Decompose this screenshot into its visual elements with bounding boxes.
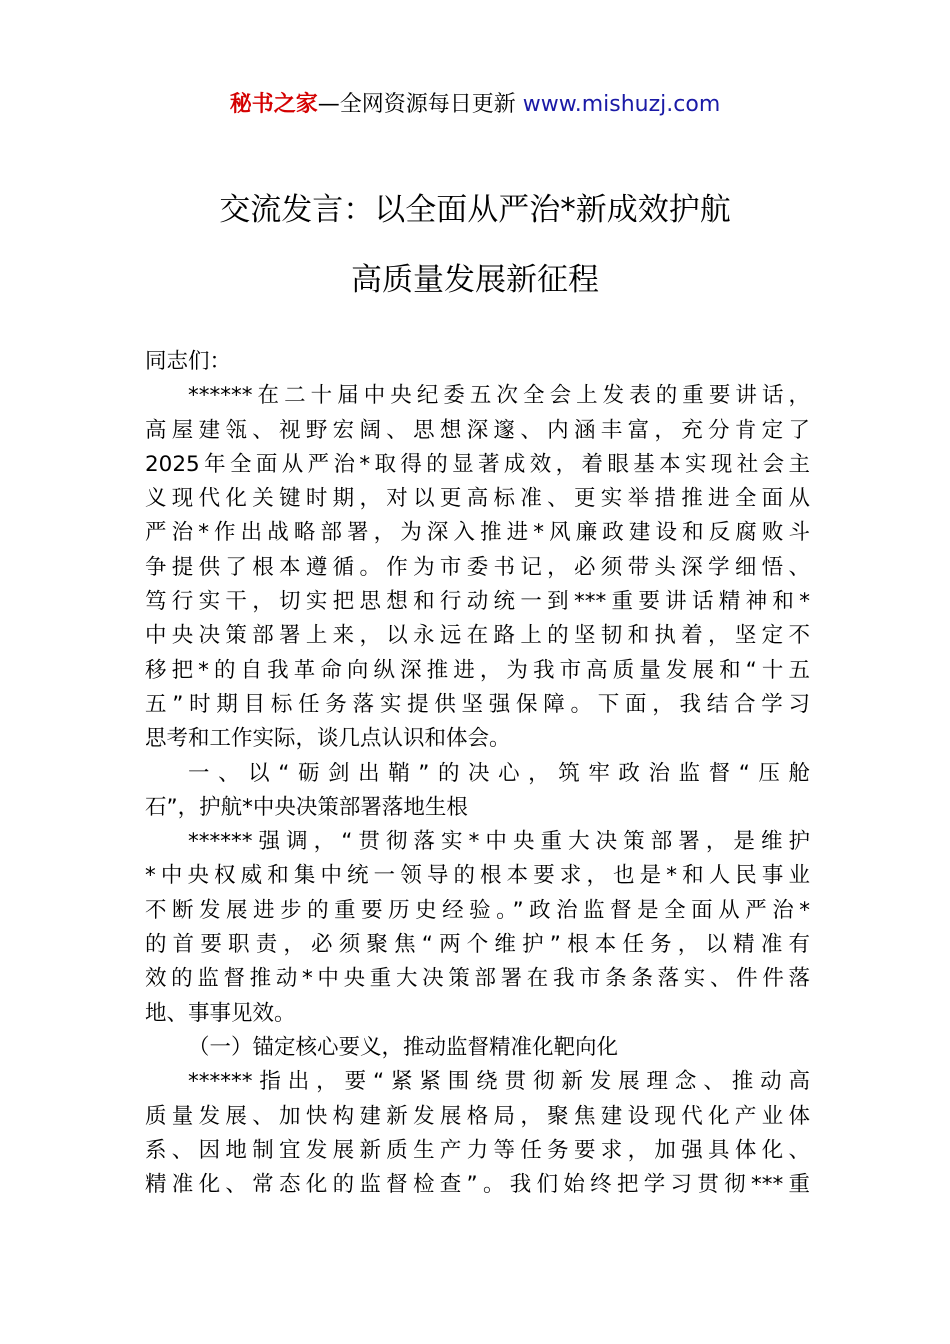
paragraph-line: 争提供了根本遵循。作为市委书记，必须带头深学细悟、 [145,554,810,580]
paragraph-line: ******指出，要“紧紧围绕贯彻新发展理念、推动高 [188,1069,810,1095]
paragraph-line: 地、事事见效。 [145,1000,296,1026]
paragraph-line: 质量发展、加快构建新发展格局，聚焦建设现代化产业体 [145,1103,810,1129]
header-tagline: —全网资源每日更新 [317,92,523,117]
paragraph-line: ******强调，“贯彻落实*中央重大决策部署，是维护 [188,829,810,855]
paragraph-line: 义现代化关键时期，对以更高标准、更实举措推进全面从 [145,486,810,512]
paragraph-line: 笃行实干，切实把思想和行动统一到***重要讲话精神和* [145,589,810,615]
paragraph-line: 中央决策部署上来，以永远在路上的坚韧和执着，坚定不 [145,623,810,649]
paragraph-line: *中央权威和集中统一领导的根本要求，也是*和人民事业 [145,863,810,889]
document-body [145,345,810,1202]
paragraph-line: 思考和工作实际，谈几点认识和体会。 [145,726,511,752]
site-header [0,88,950,122]
paragraph-line: 效的监督推动*中央重大决策部署在我市条条落实、件件落 [145,966,810,992]
document-title-line-2: 高质量发展新征程 [351,262,599,298]
paragraph-line: 五”时期目标任务落实提供坚强保障。下面，我结合学习 [145,691,810,717]
site-url-link[interactable]: www.mishuzj.com [522,92,721,117]
paragraph-line: 系、因地制宜发展新质生产力等任务要求，加强具体化、 [145,1137,810,1163]
brand-name: 秘书之家 [229,92,318,117]
paragraph-line: ******在二十届中央纪委五次全会上发表的重要讲话， [188,383,810,409]
document-title-line-1: 交流发言：以全面从严治*新成效护航 [219,192,731,228]
subsection-heading: （一）锚定核心要义，推动监督精准化靶向化 [188,1034,619,1060]
paragraph-line: 高屋建瓴、视野宏阔、思想深邃、内涵丰富，充分肯定了 [145,417,810,443]
salutation: 同志们： [145,349,232,374]
paragraph-line: 精准化、常态化的监督检查”。我们始终把学习贯彻***重 [145,1172,810,1198]
paragraph-line: 严治*作出战略部署，为深入推进*风廉政建设和反腐败斗 [145,520,810,546]
paragraph-line: 2025年全面从严治*取得的显著成效，着眼基本实现社会主 [145,451,810,477]
paragraph-line: 的首要职责，必须聚焦“两个维护”根本任务，以精准有 [145,932,810,958]
section-heading-line: 一、以“砺剑出鞘”的决心，筑牢政治监督“压舱 [188,760,810,786]
section-heading-line: 石”，护航*中央决策部署落地生根 [145,794,468,820]
paragraph-line: 移把*的自我革命向纵深推进，为我市高质量发展和“十五 [145,657,810,683]
paragraph-line: 不断发展进步的重要历史经验。”政治监督是全面从严治* [145,897,810,923]
